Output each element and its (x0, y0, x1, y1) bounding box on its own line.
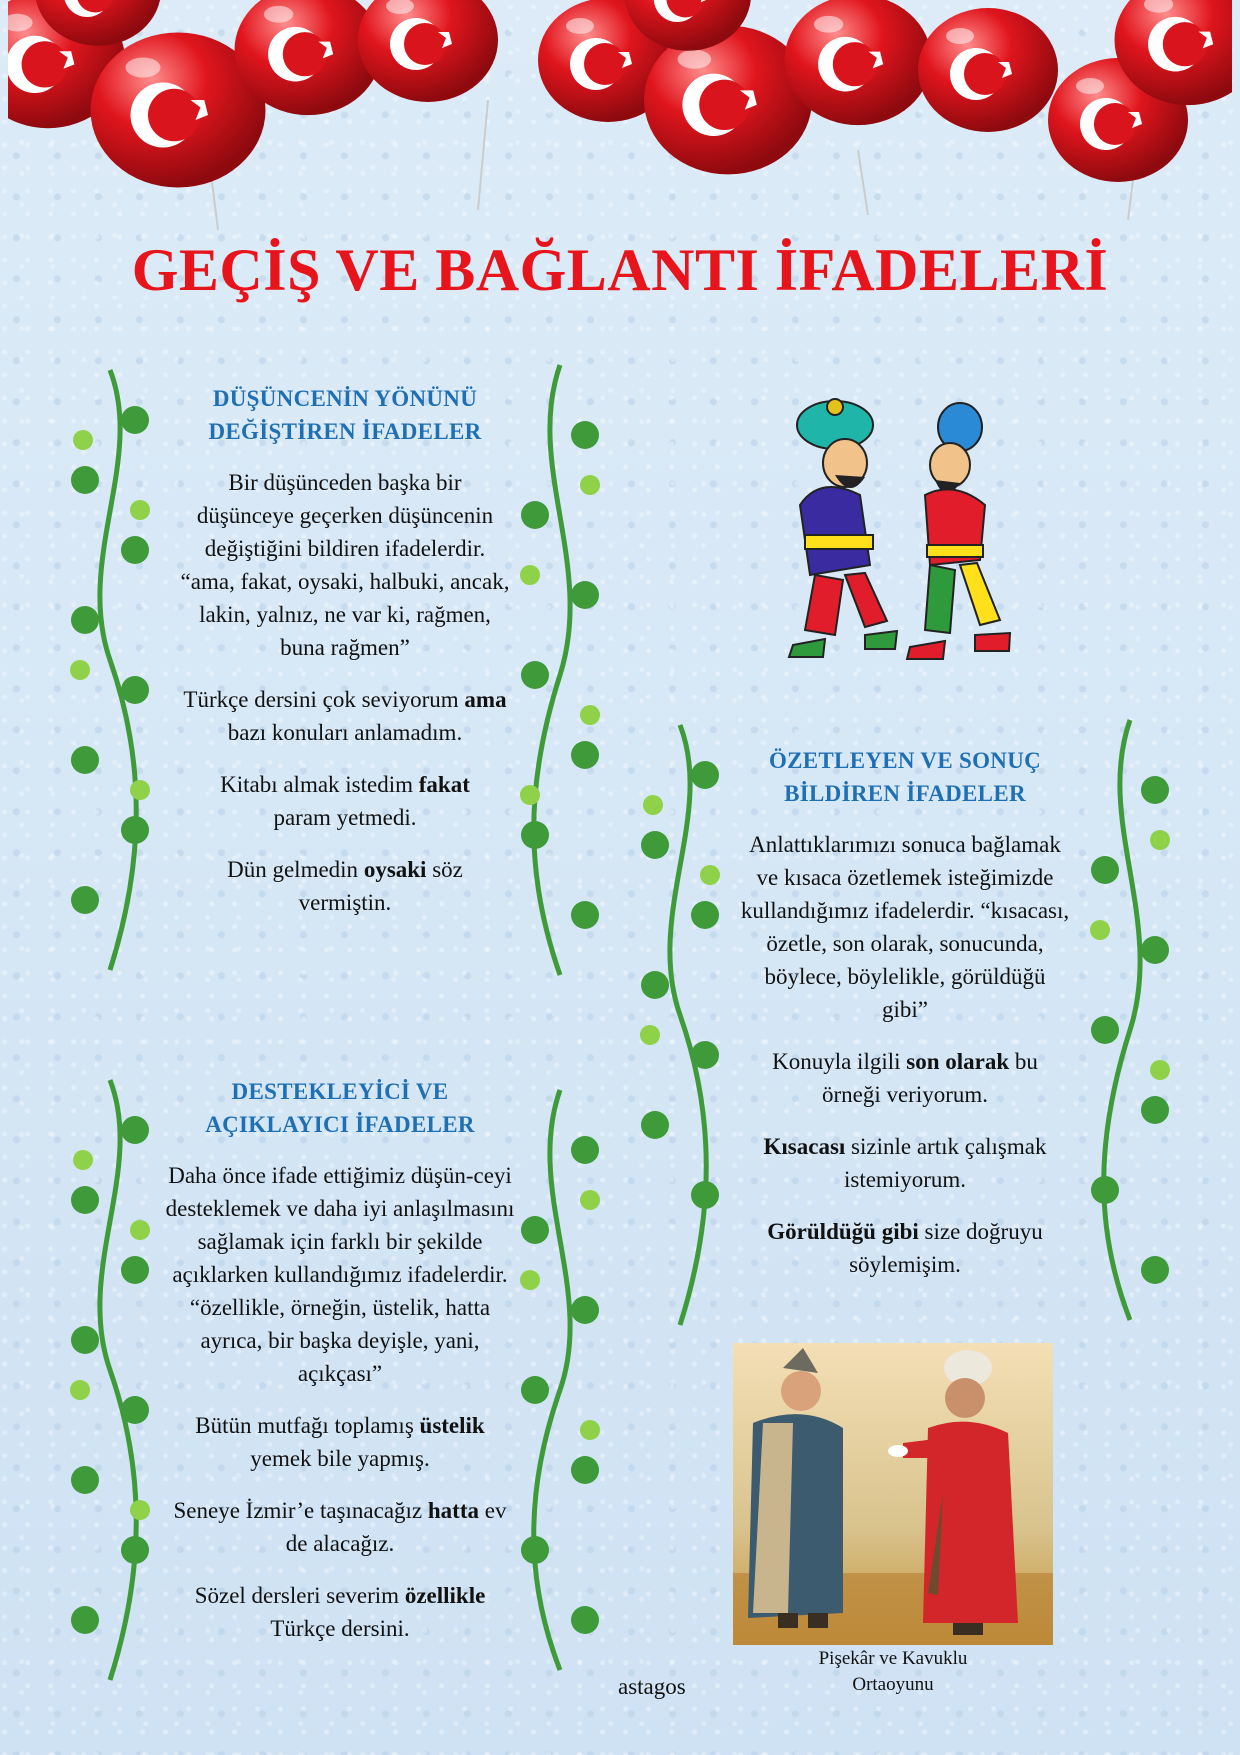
turkish-flag-balloons (8, 0, 1232, 230)
author-signature: astagos (618, 1674, 686, 1699)
example-sentence: Seneye İzmir’e taşınacağız hatta ev de alacağız. (173, 1498, 507, 1556)
vine-decoration-left-bottom-right (505, 1080, 615, 1680)
vine-decoration-left-top (55, 360, 165, 980)
pisekar-kavuklu-painting (733, 1343, 1053, 1645)
example-sentence: Bütün mutfağı toplamış üstelik yemek bile yapmış. (195, 1413, 485, 1471)
section-definition: Bir düşünceden başka bir düşünceye geçerken düşüncenin değiştiğini bildiren ifadelerdir. “ama, fakat, oysaki, halbuki, ancak, lakin, yalnız, ne var ki, rağmen, buna rağmen” (180, 470, 510, 660)
section-definition: Anlattıklarımızı sonuca bağlamak ve kısaca özetlemek isteğimizde kullandığımız ifadelerdir. “kısacası, özetle, son olarak, sonucunda, böylece, böylelikle, görüldüğü gibi” (740, 832, 1070, 1022)
example-sentence: Kitabı almak istedim fakat param yetmedi. (220, 772, 470, 830)
karagoz-hacivat-illustration (765, 395, 1035, 675)
example-sentence: Dün gelmedin oysaki söz vermiştin. (227, 857, 463, 915)
vine-decoration-right-left (625, 715, 735, 1335)
example-sentence: Sözel dersleri severim özellikle Türkçe dersini. (194, 1583, 486, 1641)
page-title: GEÇİŞ VE BAĞLANTI İFADELERİ (131, 237, 1109, 303)
section-summarizing-conclusion (740, 744, 1070, 1300)
example-sentence: Kısacası sizinle artık çalışmak istemiyorum. (763, 1134, 1047, 1192)
vine-decoration-left-top-right (505, 355, 615, 985)
painting-caption: Pişekâr ve Kavuklu Ortaoyunu (818, 1648, 968, 1695)
section-heading: DÜŞÜNCENİN YÖNÜNÜ DEĞİŞTİREN İFADELER (208, 386, 482, 444)
example-sentence: Görüldüğü gibi size doğruyu söylemişim. (767, 1219, 1043, 1277)
example-sentence: Türkçe dersini çok seviyorum ama bazı konuları anlamadım. (183, 687, 507, 745)
section-heading: ÖZETLEYEN VE SONUÇ BİLDİREN İFADELER (768, 748, 1042, 806)
section-supporting-explanatory (165, 1075, 515, 1664)
section-heading: DESTEKLEYİCİ VE AÇIKLAYICI İFADELER (205, 1079, 475, 1137)
vine-decoration-right-right (1075, 710, 1185, 1330)
section-definition: Daha önce ifade ettiğimiz düşün-ceyi desteklemek ve daha iyi anlaşılmasını sağlamak için farklı bir şekilde açıklarken kullandığımız ifadelerdir. “özellikle, örneğin, üstelik, hatta ayrıca, bir başka deyişle, yani, açıkçası” (165, 1163, 515, 1386)
section-changing-direction (170, 382, 520, 938)
vine-decoration-left-bottom (55, 1070, 165, 1690)
example-sentence: Konuyla ilgili son olarak bu örneği veriyorum. (772, 1049, 1038, 1107)
